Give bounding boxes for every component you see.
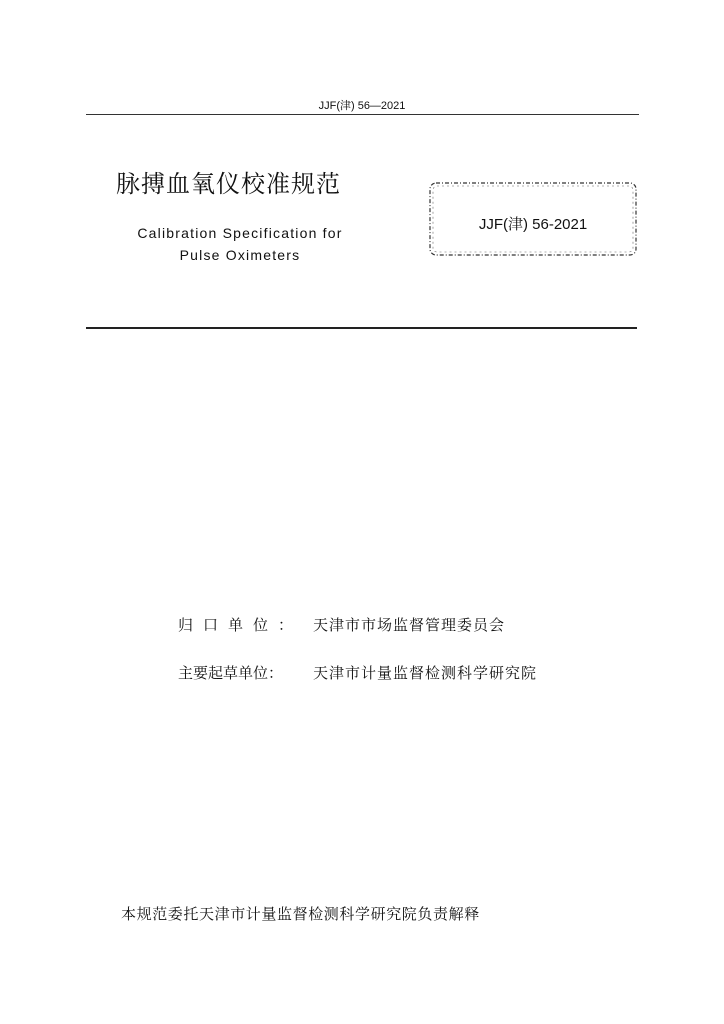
main-divider xyxy=(86,327,637,329)
title-english-line2: Pulse Oximeters xyxy=(179,247,301,263)
title-english xyxy=(100,222,380,266)
drafting-unit-label: 主要起草单位： xyxy=(178,664,284,682)
header-divider xyxy=(86,114,639,115)
title-english-line1: Calibration Specification for xyxy=(137,225,343,241)
interpretation-note: 本规范委托天津市计量监督检测科学研究院负责解释 xyxy=(121,905,480,923)
standard-code-label: JJF(津) 56-2021 xyxy=(478,216,588,233)
drafting-unit-value: 天津市计量监督检测科学研究院 xyxy=(313,664,538,682)
responsible-unit-label: 归口单位： xyxy=(178,616,304,634)
standard-code-box xyxy=(428,181,638,257)
drafting-unit-row xyxy=(178,662,537,683)
responsible-unit-row xyxy=(178,614,505,635)
header-standard-code: JJF(津) 56—2021 xyxy=(318,100,406,112)
title-chinese: 脉搏血氧仪校准规范 xyxy=(116,170,341,198)
responsible-unit-value: 天津市市场监督管理委员会 xyxy=(313,616,506,634)
